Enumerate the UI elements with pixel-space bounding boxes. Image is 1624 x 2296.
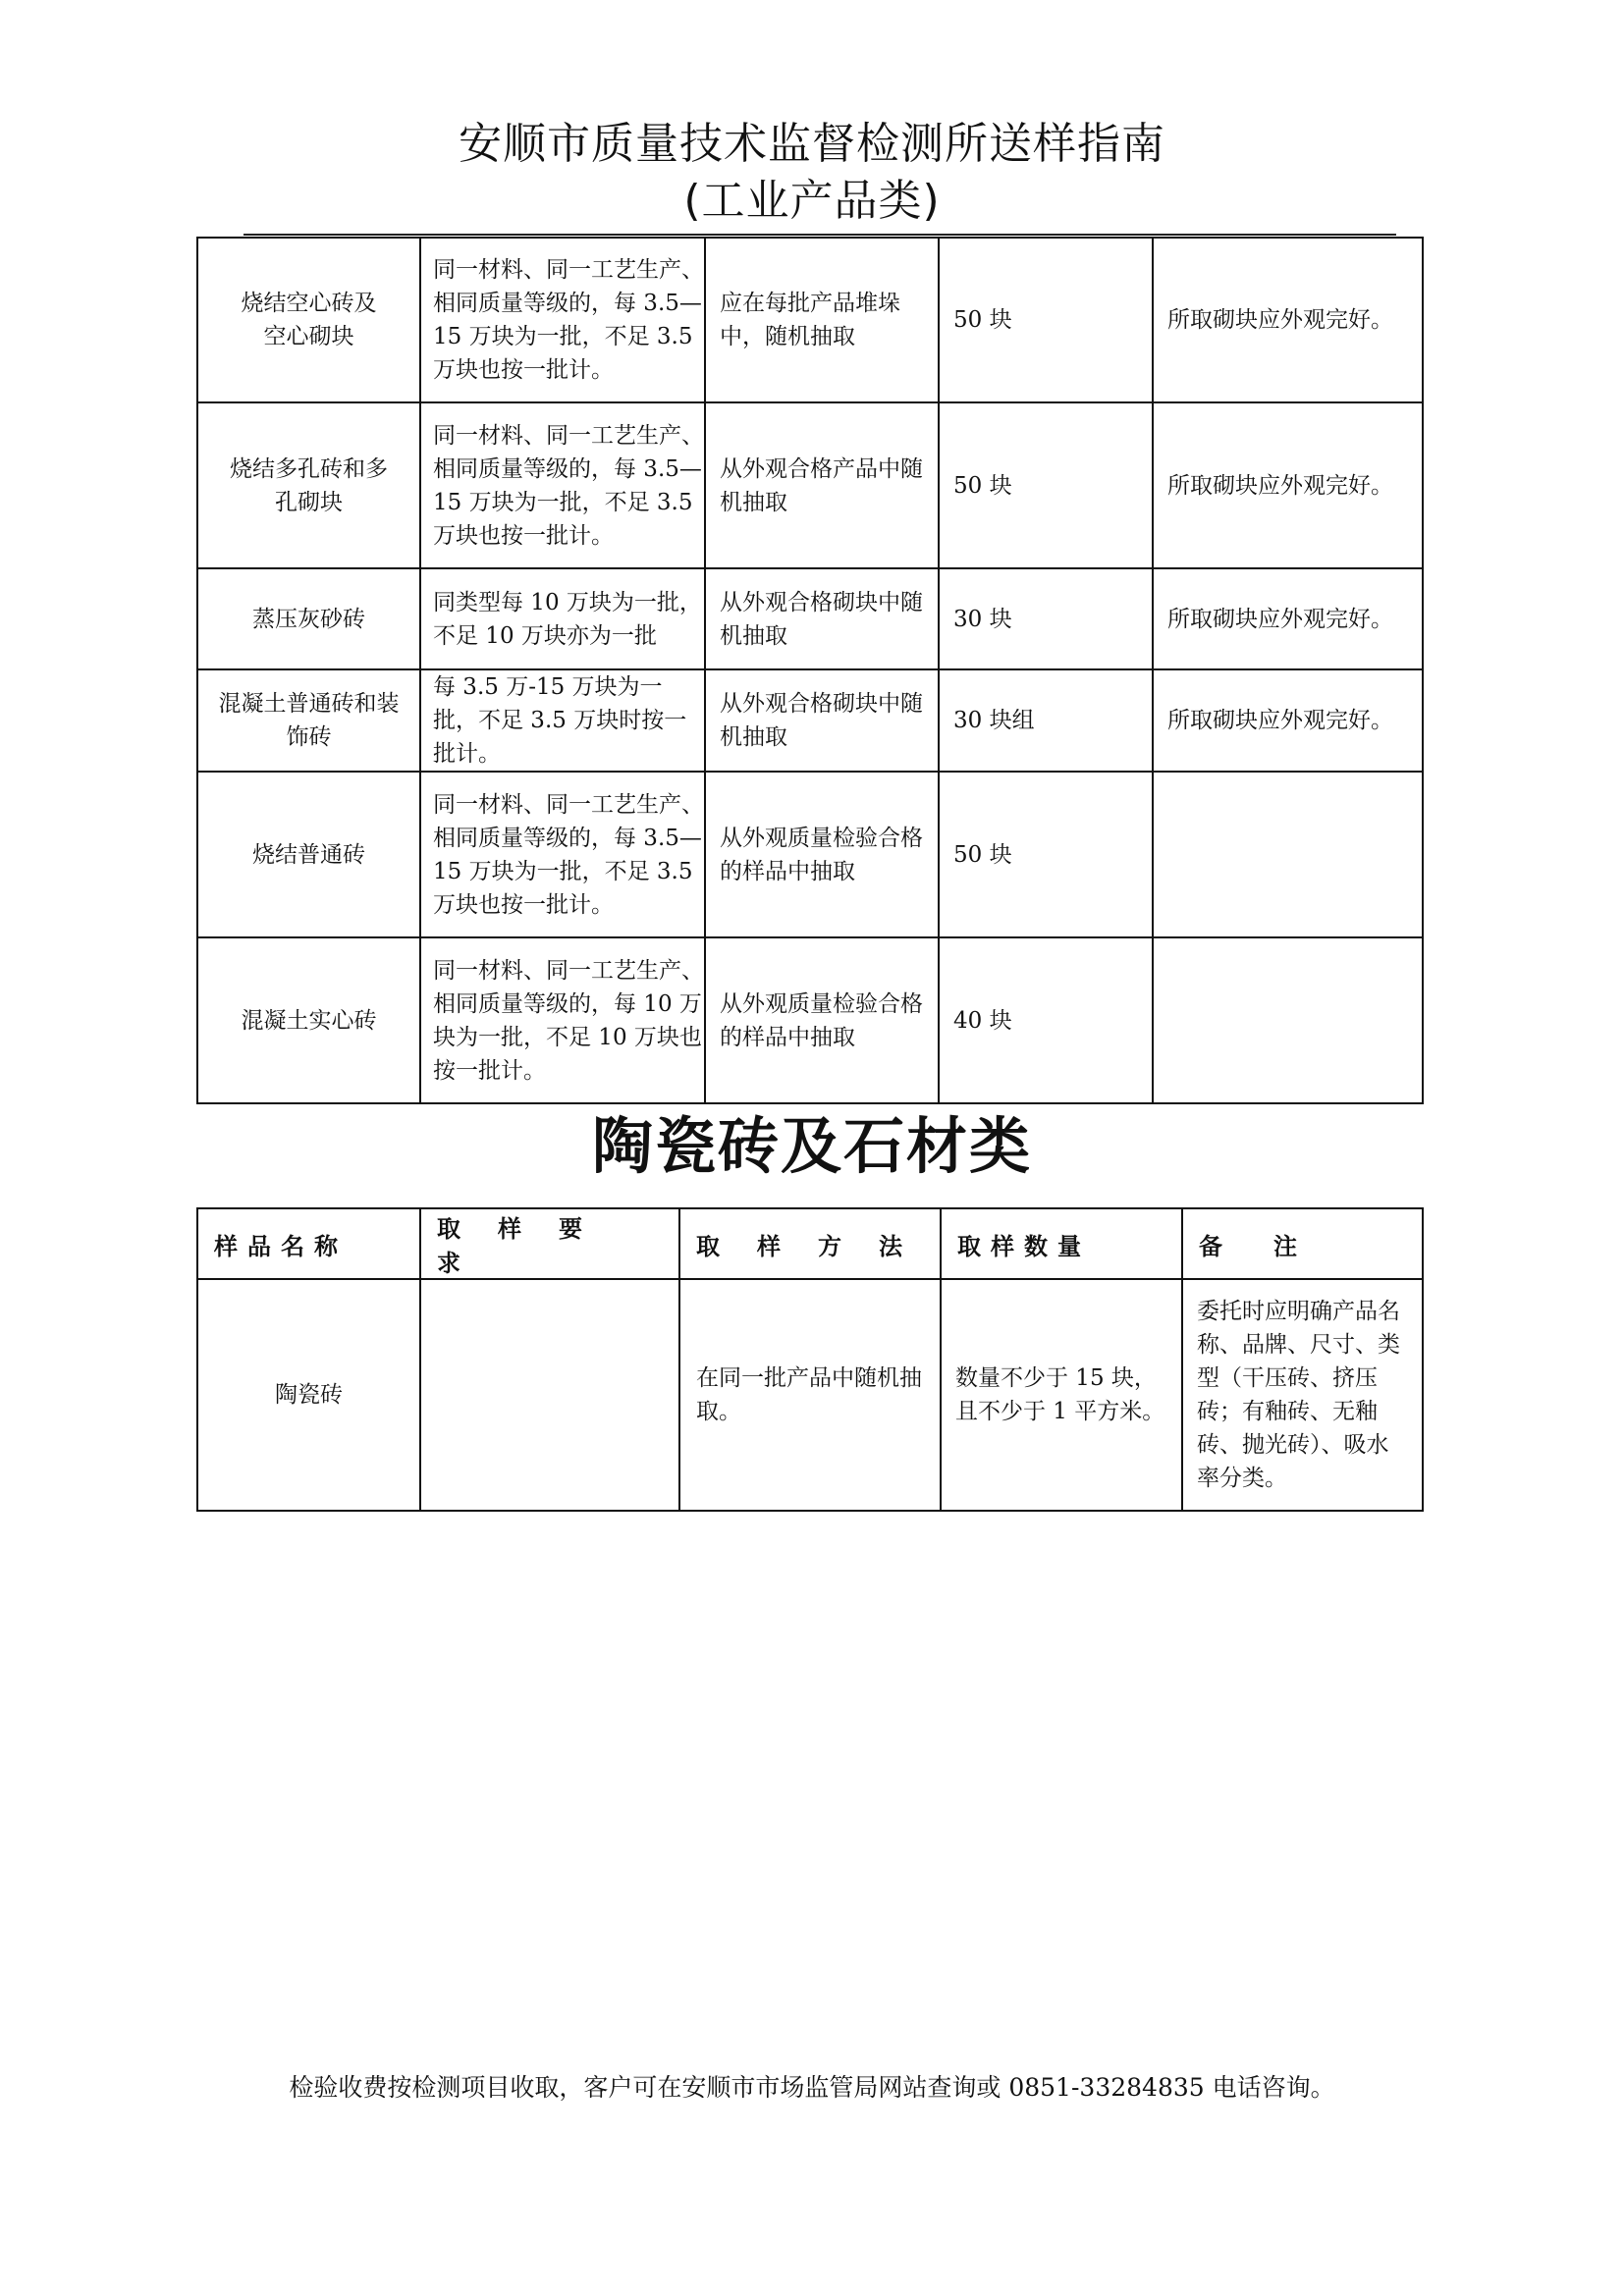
brick-sampling-table [196,237,1424,1104]
sampling-requirement: 同一材料、同一工艺生产、相同质量等级的，每 10 万块为一批，不足 10 万块也按一批计。 [420,937,705,1103]
column-header-quantity: 取样数量 [941,1208,1182,1279]
sample-name: 陶瓷砖 [197,1279,420,1511]
sample-name: 烧结普通砖 [197,772,420,937]
table-row [197,772,1423,937]
footer-note: 检验收费按检测项目收取，客户可在安顺市市场监管局网站查询或 0851-33284835 电话咨询。 [289,2073,1335,2102]
sampling-quantity: 50 块 [939,238,1153,402]
table-row [197,669,1423,772]
sampling-quantity: 40 块 [939,937,1153,1103]
table-header-row [197,1208,1423,1279]
sample-name: 混凝土实心砖 [197,937,420,1103]
title-underline [244,234,1396,236]
sampling-method: 从外观合格产品中随机抽取 [705,402,939,568]
table-row [197,568,1423,669]
sampling-note [1153,772,1423,937]
sampling-quantity: 50 块 [939,772,1153,937]
sample-name: 混凝土普通砖和装饰砖 [197,669,420,772]
sampling-quantity: 30 块 [939,568,1153,669]
sampling-requirement: 每 3.5 万-15 万块为一批，不足 3.5 万块时按一批计。 [420,669,705,772]
table-row [197,402,1423,568]
sampling-quantity: 数量不少于 15 块，且不少于 1 平方米。 [941,1279,1182,1511]
sampling-method: 应在每批产品堆垛中，随机抽取 [705,238,939,402]
sampling-quantity: 30 块组 [939,669,1153,772]
table-row [197,1279,1423,1511]
sampling-note: 所取砌块应外观完好。 [1153,669,1423,772]
ceramic-tile-sampling-table [196,1207,1424,1512]
sampling-requirement: 同类型每 10 万块为一批，不足 10 万块亦为一批 [420,568,705,669]
sampling-requirement: 同一材料、同一工艺生产、相同质量等级的，每 3.5—15 万块为一批，不足 3.5 万块也按一批计。 [420,772,705,937]
column-header-sample-name: 样品名称 [197,1208,420,1279]
sampling-requirement: 同一材料、同一工艺生产、相同质量等级的，每 3.5—15 万块为一批，不足 3.5 万块也按一批计。 [420,402,705,568]
title-main: 安顺市质量技术监督检测所送样指南 [459,119,1165,169]
section-heading-ceramic-stone: 陶瓷砖及石材类 [591,1110,1032,1182]
sampling-note: 所取砌块应外观完好。 [1153,568,1423,669]
title-subtitle: (工业产品类) [683,176,941,226]
table-row [197,238,1423,402]
page-title [0,116,1624,230]
sample-name: 烧结空心砖及空心砌块 [197,238,420,402]
sampling-method: 在同一批产品中随机抽取。 [679,1279,941,1511]
column-header-method: 取样方法 [679,1208,941,1279]
sampling-note [1153,937,1423,1103]
sampling-requirement: 同一材料、同一工艺生产、相同质量等级的，每 3.5—15 万块为一批，不足 3.5 万块也按一批计。 [420,238,705,402]
sampling-quantity: 50 块 [939,402,1153,568]
sampling-requirement [420,1279,679,1511]
sampling-note: 所取砌块应外观完好。 [1153,238,1423,402]
table-row [197,937,1423,1103]
sample-name: 烧结多孔砖和多孔砌块 [197,402,420,568]
sampling-note: 所取砌块应外观完好。 [1153,402,1423,568]
column-header-note: 备注 [1182,1208,1423,1279]
sampling-note: 委托时应明确产品名称、品牌、尺寸、类型（干压砖、挤压砖；有釉砖、无釉砖、抛光砖）、吸水率分类。 [1182,1279,1423,1511]
sample-name: 蒸压灰砂砖 [197,568,420,669]
sampling-method: 从外观合格砌块中随机抽取 [705,568,939,669]
sampling-method: 从外观合格砌块中随机抽取 [705,669,939,772]
column-header-requirement: 取样要求 [420,1208,679,1279]
sampling-method: 从外观质量检验合格的样品中抽取 [705,772,939,937]
sampling-method: 从外观质量检验合格的样品中抽取 [705,937,939,1103]
